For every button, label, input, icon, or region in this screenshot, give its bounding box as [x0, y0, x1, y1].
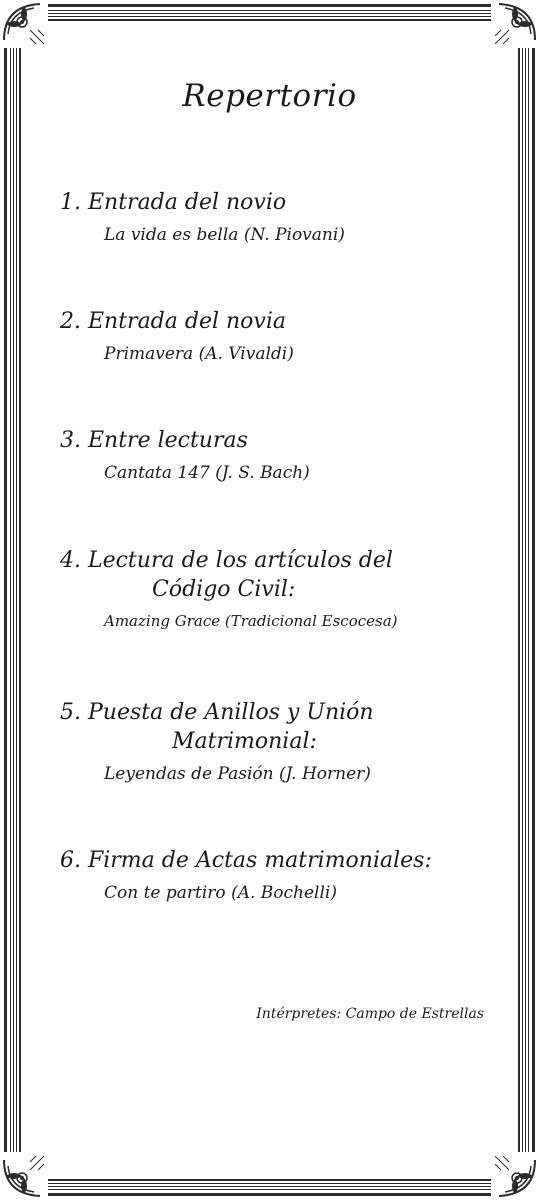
corner-ornament-icon [0, 0, 48, 48]
item-title-continued: Matrimonial: [172, 729, 317, 754]
item-piece: Cantata 147 (J. S. Bach) [104, 463, 310, 483]
item-piece: Con te partiro (A. Bochelli) [104, 883, 337, 903]
item-title: 4. Lectura de los artículos del [60, 548, 393, 573]
page-title: Repertorio [182, 78, 357, 114]
item-title: 6. Firma de Actas matrimoniales: [60, 848, 432, 873]
item-title: 2. Entrada del novia [60, 309, 287, 334]
item-title: 1. Entrada del novio [60, 190, 287, 215]
repertoire-item [60, 548, 519, 630]
repertoire-item [60, 309, 519, 364]
repertoire-item [60, 428, 519, 483]
item-piece: Amazing Grace (Tradicional Escocesa) [104, 612, 398, 630]
corner-ornament-icon [0, 1152, 48, 1200]
repertoire-item [60, 848, 519, 903]
performers-credit: Intérpretes: Campo de Estrellas [256, 1006, 484, 1022]
item-title: 3. Entre lecturas [60, 428, 248, 453]
item-piece: La vida es bella (N. Piovani) [104, 225, 345, 245]
repertoire-item [60, 190, 519, 245]
item-title: 5. Puesta de Anillos y Unión [60, 700, 374, 725]
item-piece: Primavera (A. Vivaldi) [104, 344, 294, 364]
item-piece: Leyendas de Pasión (J. Horner) [104, 764, 371, 784]
corner-ornament-icon [491, 0, 539, 48]
corner-ornament-icon [491, 1152, 539, 1200]
item-title-continued: Código Civil: [152, 577, 296, 602]
repertoire-item [60, 700, 519, 784]
